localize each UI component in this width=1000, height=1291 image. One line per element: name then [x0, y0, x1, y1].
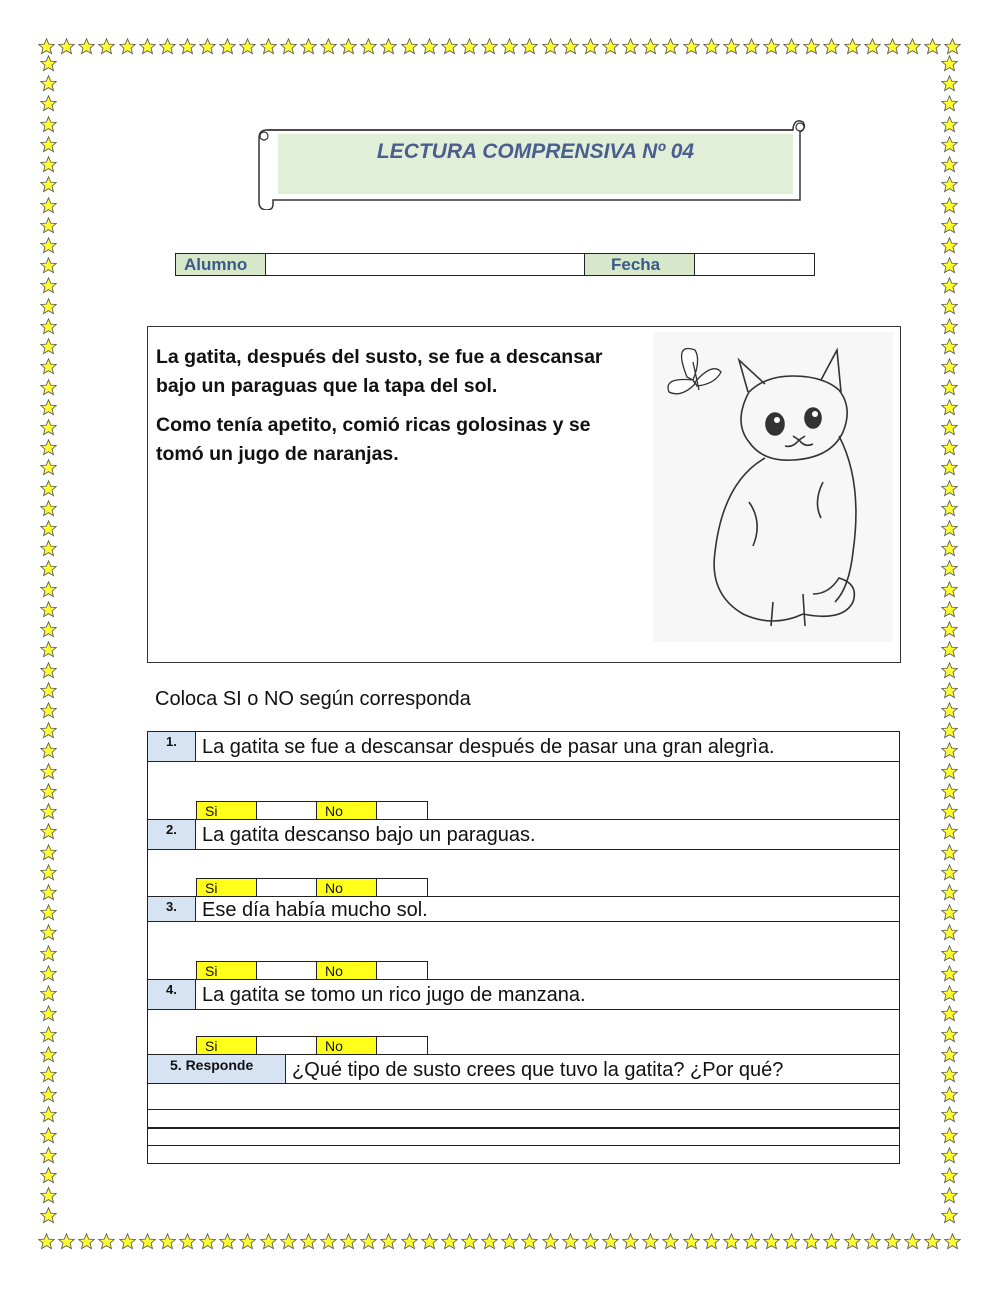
star-icon: [642, 1233, 659, 1250]
question-text: ¿Qué tipo de susto crees que tuvo la gatita? ¿Por qué?: [292, 1059, 784, 1081]
star-border-top: [38, 38, 962, 55]
star-icon: [40, 136, 57, 153]
star-icon: [40, 662, 57, 679]
star-icon: [941, 1046, 958, 1063]
star-icon: [823, 38, 840, 55]
star-icon: [40, 1106, 57, 1123]
no-label: No: [317, 1037, 377, 1054]
answer-line-4[interactable]: [148, 1146, 899, 1163]
student-label: Alumno: [176, 254, 266, 275]
star-icon: [360, 38, 377, 55]
no-label: No: [317, 802, 377, 819]
answer-row-2: [148, 850, 899, 897]
question-row-3: [148, 897, 899, 922]
star-icon: [40, 338, 57, 355]
yes-answer-field[interactable]: [257, 1037, 317, 1054]
star-icon: [941, 985, 958, 1002]
star-icon: [40, 742, 57, 759]
star-icon: [941, 116, 958, 133]
question-text: La gatita se tomo un rico jugo de manzana.: [202, 984, 586, 1006]
question-row-1: [148, 732, 899, 762]
star-icon: [941, 1167, 958, 1184]
question-text: La gatita se fue a descansar después de pasar una gran alegrìa.: [202, 736, 775, 758]
star-icon: [40, 1167, 57, 1184]
no-answer-field[interactable]: [377, 962, 427, 979]
star-icon: [924, 38, 941, 55]
star-icon: [941, 217, 958, 234]
star-icon: [40, 904, 57, 921]
questions-table: [147, 731, 900, 1164]
yes-label: Si: [197, 962, 257, 979]
star-icon: [501, 1233, 518, 1250]
star-icon: [941, 904, 958, 921]
star-icon: [78, 1233, 95, 1250]
star-icon: [844, 1233, 861, 1250]
star-icon: [941, 702, 958, 719]
star-icon: [904, 1233, 921, 1250]
star-icon: [40, 945, 57, 962]
star-icon: [941, 379, 958, 396]
star-icon: [941, 1207, 958, 1224]
star-icon: [40, 540, 57, 557]
yes-no-selector: [196, 878, 428, 897]
star-icon: [703, 1233, 720, 1250]
star-icon: [944, 38, 961, 55]
star-icon: [723, 1233, 740, 1250]
star-icon: [941, 1127, 958, 1144]
star-icon: [40, 298, 57, 315]
star-icon: [622, 38, 639, 55]
star-icon: [562, 1233, 579, 1250]
star-icon: [40, 379, 57, 396]
yes-label: Si: [197, 802, 257, 819]
star-icon: [941, 237, 958, 254]
star-icon: [40, 116, 57, 133]
star-icon: [40, 1026, 57, 1043]
star-icon: [642, 38, 659, 55]
no-label: No: [317, 879, 377, 896]
star-icon: [78, 38, 95, 55]
star-icon: [40, 439, 57, 456]
star-icon: [521, 1233, 538, 1250]
star-icon: [40, 560, 57, 577]
star-icon: [40, 803, 57, 820]
reading-passage: [156, 343, 636, 479]
answer-line-1[interactable]: [148, 1084, 899, 1110]
question-number: 1.: [148, 732, 196, 761]
star-icon: [40, 1005, 57, 1022]
star-icon: [58, 38, 75, 55]
star-icon: [40, 156, 57, 173]
star-icon: [941, 277, 958, 294]
star-icon: [380, 38, 397, 55]
star-icon: [119, 38, 136, 55]
star-icon: [941, 722, 958, 739]
star-icon: [40, 823, 57, 840]
star-icon: [662, 1233, 679, 1250]
star-icon: [941, 682, 958, 699]
star-icon: [98, 38, 115, 55]
star-icon: [941, 1026, 958, 1043]
star-icon: [199, 38, 216, 55]
star-icon: [703, 38, 720, 55]
star-icon: [743, 1233, 760, 1250]
star-icon: [461, 38, 478, 55]
star-icon: [481, 1233, 498, 1250]
star-border-right: [941, 55, 958, 1225]
star-icon: [159, 38, 176, 55]
star-icon: [40, 702, 57, 719]
star-icon: [40, 358, 57, 375]
yes-answer-field[interactable]: [257, 802, 317, 819]
star-icon: [40, 641, 57, 658]
star-icon: [179, 1233, 196, 1250]
answer-line-3[interactable]: [148, 1129, 899, 1146]
star-icon: [941, 803, 958, 820]
star-icon: [40, 864, 57, 881]
star-icon: [562, 38, 579, 55]
star-icon: [40, 621, 57, 638]
star-icon: [219, 1233, 236, 1250]
star-icon: [40, 419, 57, 436]
star-icon: [944, 1233, 961, 1250]
star-icon: [40, 257, 57, 274]
student-info-table: [175, 253, 815, 276]
star-icon: [239, 38, 256, 55]
star-icon: [941, 1005, 958, 1022]
star-icon: [941, 358, 958, 375]
star-icon: [941, 924, 958, 941]
star-icon: [941, 844, 958, 861]
star-icon: [40, 924, 57, 941]
star-icon: [40, 277, 57, 294]
star-icon: [683, 1233, 700, 1250]
star-icon: [683, 38, 700, 55]
star-icon: [40, 601, 57, 618]
star-icon: [58, 1233, 75, 1250]
star-icon: [40, 581, 57, 598]
star-icon: [723, 38, 740, 55]
star-icon: [941, 641, 958, 658]
answer-line-2[interactable]: [148, 1110, 899, 1129]
star-icon: [884, 38, 901, 55]
star-icon: [602, 38, 619, 55]
star-icon: [941, 1066, 958, 1083]
star-icon: [941, 136, 958, 153]
star-icon: [941, 338, 958, 355]
star-icon: [40, 1207, 57, 1224]
question-number: 2.: [148, 820, 196, 849]
star-icon: [401, 38, 418, 55]
star-icon: [320, 38, 337, 55]
star-icon: [941, 257, 958, 274]
star-icon: [481, 38, 498, 55]
star-icon: [941, 662, 958, 679]
star-icon: [542, 1233, 559, 1250]
star-icon: [40, 217, 57, 234]
star-icon: [783, 1233, 800, 1250]
star-icon: [941, 1106, 958, 1123]
star-icon: [941, 621, 958, 638]
star-icon: [622, 1233, 639, 1250]
star-icon: [941, 1187, 958, 1204]
star-icon: [743, 38, 760, 55]
star-icon: [40, 1187, 57, 1204]
star-icon: [340, 38, 357, 55]
star-border-left: [40, 55, 57, 1225]
star-icon: [941, 601, 958, 618]
question-number: 3.: [148, 897, 196, 921]
star-icon: [40, 520, 57, 537]
star-icon: [844, 38, 861, 55]
star-icon: [139, 38, 156, 55]
star-icon: [300, 38, 317, 55]
star-icon: [40, 884, 57, 901]
star-icon: [884, 1233, 901, 1250]
star-icon: [823, 1233, 840, 1250]
star-icon: [401, 1233, 418, 1250]
star-icon: [941, 197, 958, 214]
star-icon: [941, 55, 958, 72]
star-icon: [864, 38, 881, 55]
star-icon: [40, 55, 57, 72]
star-icon: [803, 1233, 820, 1250]
yes-no-selector: [196, 961, 428, 980]
star-icon: [941, 540, 958, 557]
star-icon: [941, 459, 958, 476]
star-icon: [941, 75, 958, 92]
student-field[interactable]: [266, 254, 585, 275]
star-icon: [320, 1233, 337, 1250]
star-icon: [441, 1233, 458, 1250]
question-row-4: [148, 980, 899, 1010]
star-icon: [40, 1046, 57, 1063]
page-title: LECTURA COMPRENSIVA Nº 04: [376, 140, 695, 163]
star-icon: [441, 38, 458, 55]
question-number: 5. Responde: [148, 1055, 286, 1083]
answer-row-3: [148, 922, 899, 980]
star-icon: [280, 1233, 297, 1250]
star-icon: [864, 1233, 881, 1250]
date-field[interactable]: [695, 254, 814, 275]
star-icon: [40, 763, 57, 780]
star-icon: [40, 95, 57, 112]
yes-answer-field[interactable]: [257, 962, 317, 979]
star-icon: [38, 1233, 55, 1250]
star-icon: [941, 965, 958, 982]
star-icon: [941, 1147, 958, 1164]
star-icon: [98, 1233, 115, 1250]
star-icon: [501, 38, 518, 55]
star-icon: [40, 783, 57, 800]
star-icon: [763, 1233, 780, 1250]
reading-passage-box: [147, 326, 901, 663]
star-icon: [40, 197, 57, 214]
star-icon: [941, 318, 958, 335]
yes-label: Si: [197, 879, 257, 896]
yes-no-selector: [196, 801, 428, 820]
star-icon: [941, 864, 958, 881]
star-icon: [380, 1233, 397, 1250]
star-icon: [783, 38, 800, 55]
star-icon: [941, 763, 958, 780]
no-answer-field[interactable]: [377, 1037, 427, 1054]
star-icon: [239, 1233, 256, 1250]
question-text: La gatita descanso bajo un paraguas.: [202, 824, 536, 846]
star-icon: [40, 237, 57, 254]
star-icon: [38, 38, 55, 55]
star-icon: [941, 742, 958, 759]
yes-label: Si: [197, 1037, 257, 1054]
star-icon: [40, 75, 57, 92]
star-icon: [40, 682, 57, 699]
star-icon: [941, 520, 958, 537]
star-icon: [40, 500, 57, 517]
star-icon: [803, 38, 820, 55]
star-icon: [941, 95, 958, 112]
star-icon: [300, 1233, 317, 1250]
star-icon: [340, 1233, 357, 1250]
cat-butterfly-illustration: [653, 332, 893, 642]
star-icon: [941, 884, 958, 901]
star-icon: [40, 1147, 57, 1164]
star-icon: [904, 38, 921, 55]
star-icon: [941, 399, 958, 416]
star-icon: [941, 419, 958, 436]
yes-no-selector: [196, 1036, 428, 1055]
star-icon: [461, 1233, 478, 1250]
date-label: Fecha: [585, 254, 695, 275]
star-icon: [40, 399, 57, 416]
star-icon: [179, 38, 196, 55]
reading-paragraph-2: Como tenía apetito, comió ricas golosinas y se tomó un jugo de naranjas.: [156, 414, 591, 465]
star-icon: [662, 38, 679, 55]
star-icon: [602, 1233, 619, 1250]
star-icon: [199, 1233, 216, 1250]
star-icon: [40, 844, 57, 861]
star-icon: [139, 1233, 156, 1250]
star-icon: [941, 500, 958, 517]
star-icon: [941, 783, 958, 800]
question-row-2: [148, 820, 899, 850]
star-icon: [260, 1233, 277, 1250]
star-icon: [219, 38, 236, 55]
star-icon: [941, 439, 958, 456]
star-icon: [421, 1233, 438, 1250]
star-icon: [924, 1233, 941, 1250]
star-icon: [941, 581, 958, 598]
star-icon: [542, 38, 559, 55]
star-icon: [941, 823, 958, 840]
answer-row-1: [148, 762, 899, 820]
star-icon: [941, 945, 958, 962]
star-icon: [40, 1086, 57, 1103]
star-icon: [521, 38, 538, 55]
no-answer-field[interactable]: [377, 802, 427, 819]
star-icon: [40, 459, 57, 476]
star-border-bottom: [38, 1233, 962, 1250]
answer-row-4: [148, 1010, 899, 1055]
star-icon: [941, 1086, 958, 1103]
question-text: Ese día había mucho sol.: [202, 899, 428, 921]
yes-answer-field[interactable]: [257, 879, 317, 896]
star-icon: [280, 38, 297, 55]
star-icon: [941, 298, 958, 315]
star-icon: [941, 156, 958, 173]
question-row-5: [148, 1055, 899, 1084]
star-icon: [582, 38, 599, 55]
star-icon: [40, 965, 57, 982]
star-icon: [260, 38, 277, 55]
star-icon: [421, 38, 438, 55]
star-icon: [941, 176, 958, 193]
star-icon: [40, 176, 57, 193]
star-icon: [40, 722, 57, 739]
question-number: 4.: [148, 980, 196, 1009]
star-icon: [360, 1233, 377, 1250]
instruction-text: Coloca SI o NO según corresponda: [155, 688, 471, 710]
star-icon: [119, 1233, 136, 1250]
star-icon: [159, 1233, 176, 1250]
star-icon: [40, 1066, 57, 1083]
star-icon: [763, 38, 780, 55]
star-icon: [941, 560, 958, 577]
star-icon: [582, 1233, 599, 1250]
star-icon: [40, 480, 57, 497]
star-icon: [40, 318, 57, 335]
star-icon: [40, 1127, 57, 1144]
star-icon: [941, 480, 958, 497]
no-answer-field[interactable]: [377, 879, 427, 896]
star-icon: [40, 985, 57, 1002]
reading-paragraph-1: La gatita, después del susto, se fue a descansar bajo un paraguas que la tapa del sol.: [156, 346, 603, 397]
no-label: No: [317, 962, 377, 979]
